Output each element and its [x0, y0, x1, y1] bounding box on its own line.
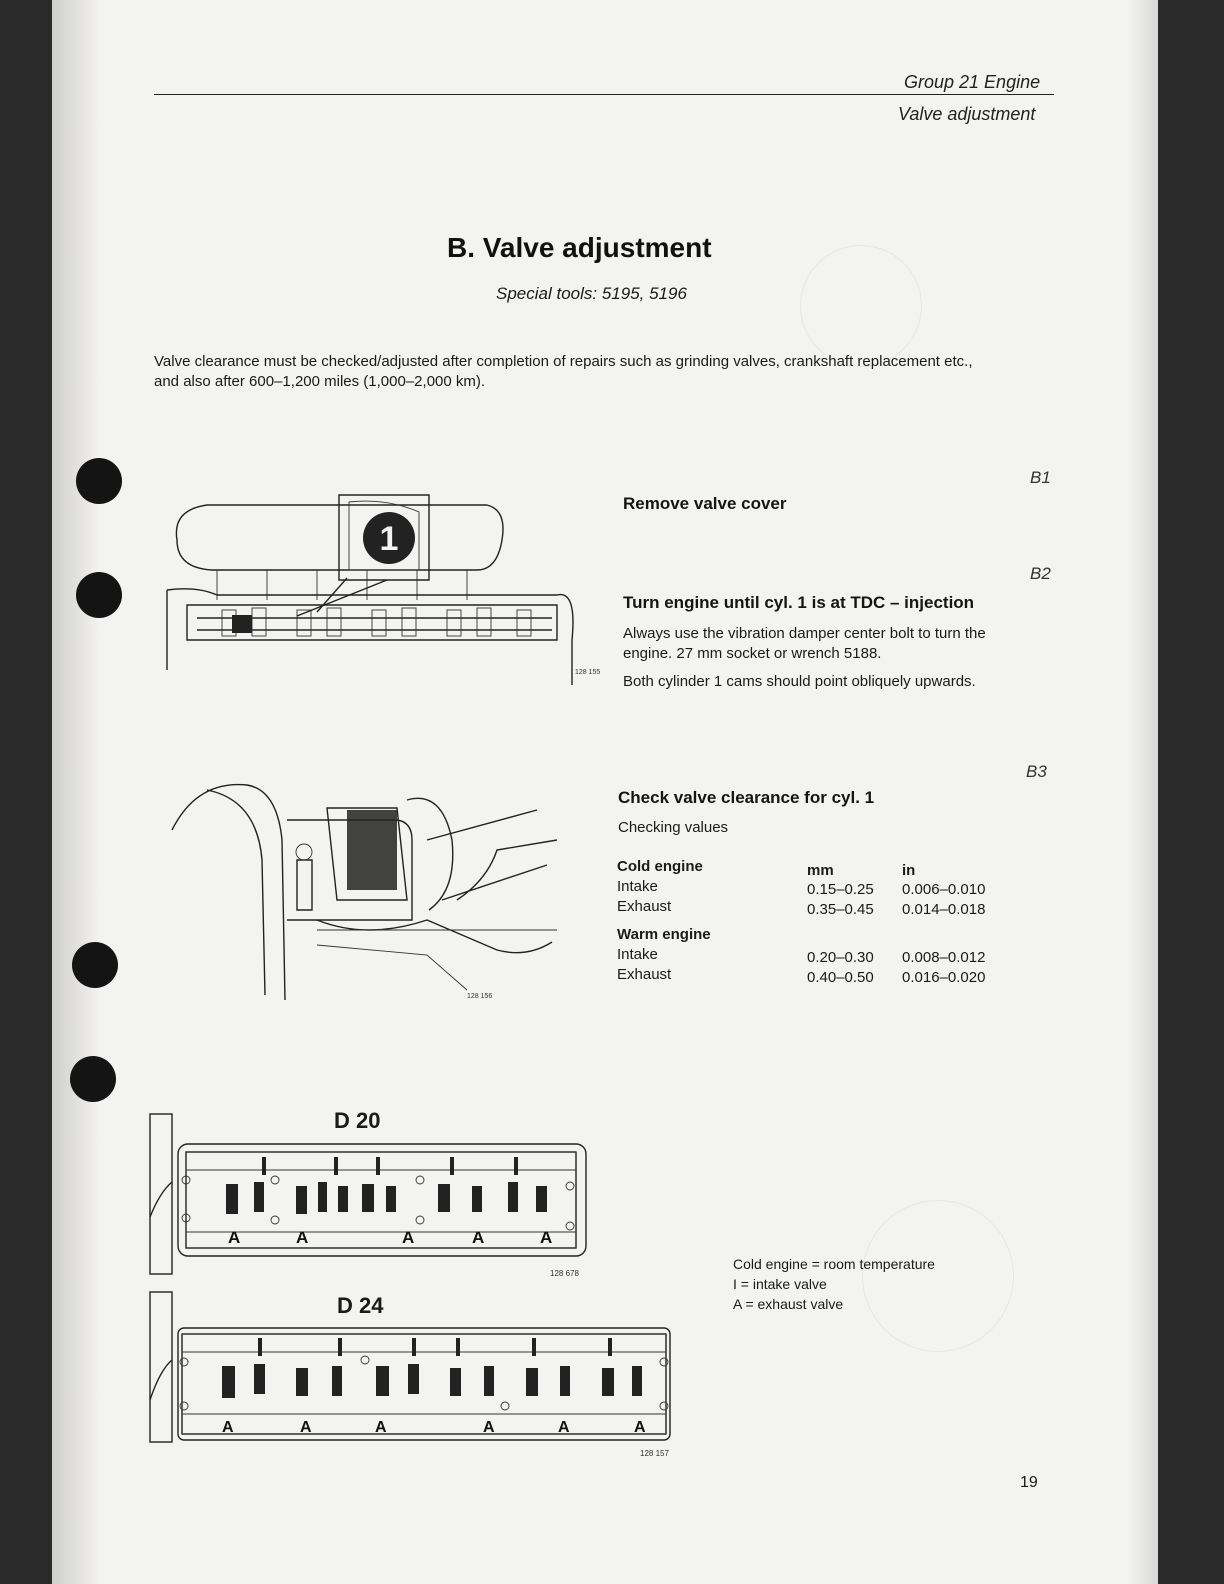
warm-intake-in: 0.008–0.012 — [902, 949, 986, 966]
page-edge-shadow — [1128, 0, 1158, 1584]
figure-feeler-gauge-check — [167, 780, 567, 1010]
intro-line-1: Valve clearance must be checked/adjusted after completion of repairs such as grinding valves, crankshaft replacement etc., — [154, 353, 973, 370]
step-heading-b2: Turn engine until cyl. 1 is at TDC – injection — [623, 593, 975, 612]
step-b2-line-2: engine. 27 mm socket or wrench 5188. — [623, 645, 882, 662]
page-gutter-shadow — [52, 0, 100, 1584]
col-mm: mm — [807, 862, 834, 879]
d24-exhaust-mark: A — [300, 1419, 312, 1436]
figure-marker-1: 1 — [379, 520, 399, 558]
step-number-b2: B2 — [1030, 564, 1051, 583]
step-b3-sub: Checking values — [618, 819, 729, 836]
warm-intake-label: Intake — [617, 946, 658, 963]
bleed-through-mark — [800, 245, 922, 367]
binder-hole — [76, 458, 122, 504]
warm-exhaust-label: Exhaust — [617, 966, 672, 983]
cold-exhaust-mm: 0.35–0.45 — [807, 901, 874, 918]
intro-line-2: and also after 600–1,200 miles (1,000–2,000 km). — [154, 373, 486, 390]
step-heading-b1: Remove valve cover — [623, 494, 787, 513]
header-section: Valve adjustment — [898, 104, 1036, 124]
d24-exhaust-mark: A — [222, 1419, 234, 1436]
figure-camshaft-cylinder-1 — [157, 490, 617, 690]
header-rule — [154, 94, 1054, 95]
d24-exhaust-mark: A — [375, 1419, 387, 1436]
manual-page — [52, 0, 1158, 1584]
d20-valve-layout-diagram — [150, 1112, 600, 1282]
special-tools: Special tools: 5195, 5196 — [496, 284, 687, 303]
bleed-through-mark — [862, 1200, 1014, 1352]
page-number: 19 — [1020, 1474, 1038, 1491]
warm-intake-mm: 0.20–0.30 — [807, 949, 874, 966]
cold-exhaust-label: Exhaust — [617, 898, 672, 915]
cold-intake-label: Intake — [617, 878, 658, 895]
d20-exhaust-mark: A — [540, 1228, 553, 1247]
d20-figure-code: 128 678 — [550, 1269, 579, 1278]
d24-exhaust-mark: A — [483, 1419, 495, 1436]
legend-line-2: I = intake valve — [733, 1276, 827, 1292]
cold-intake-in: 0.006–0.010 — [902, 881, 986, 898]
step-number-b1: B1 — [1030, 468, 1051, 487]
d20-exhaust-mark: A — [472, 1228, 485, 1247]
warm-exhaust-in: 0.016–0.020 — [902, 969, 986, 986]
d20-exhaust-mark: A — [296, 1228, 309, 1247]
figure-code-1: 128 155 — [575, 669, 601, 676]
step-b2-line-3: Both cylinder 1 cams should point obliquely upwards. — [623, 673, 976, 690]
binder-hole — [76, 572, 122, 618]
d24-exhaust-mark: A — [634, 1419, 646, 1436]
page-title: B. Valve adjustment — [447, 232, 712, 263]
legend-line-1: Cold engine = room temperature — [733, 1256, 935, 1272]
d20-exhaust-mark: A — [228, 1228, 241, 1247]
cold-intake-mm: 0.15–0.25 — [807, 881, 874, 898]
header-group: Group 21 Engine — [904, 72, 1041, 92]
binder-hole — [70, 1056, 116, 1102]
d24-exhaust-mark: A — [558, 1419, 570, 1436]
step-number-b3: B3 — [1026, 762, 1047, 781]
cold-engine-label: Cold engine — [617, 858, 703, 875]
warm-exhaust-mm: 0.40–0.50 — [807, 969, 874, 986]
cold-exhaust-in: 0.014–0.018 — [902, 901, 986, 918]
d20-label: D 20 — [334, 1108, 381, 1133]
d20-exhaust-mark: A — [402, 1228, 415, 1247]
step-b2-line-1: Always use the vibration damper center bolt to turn the — [623, 625, 986, 642]
legend-line-3: A = exhaust valve — [733, 1296, 844, 1312]
figure-code-2: 128 156 — [467, 993, 493, 1000]
d24-figure-code: 128 157 — [640, 1449, 669, 1458]
d24-label: D 24 — [337, 1293, 384, 1318]
step-heading-b3: Check valve clearance for cyl. 1 — [618, 788, 875, 807]
col-in: in — [902, 862, 916, 879]
binder-hole — [72, 942, 118, 988]
warm-engine-label: Warm engine — [617, 926, 711, 943]
d24-valve-layout-diagram — [150, 1290, 680, 1460]
